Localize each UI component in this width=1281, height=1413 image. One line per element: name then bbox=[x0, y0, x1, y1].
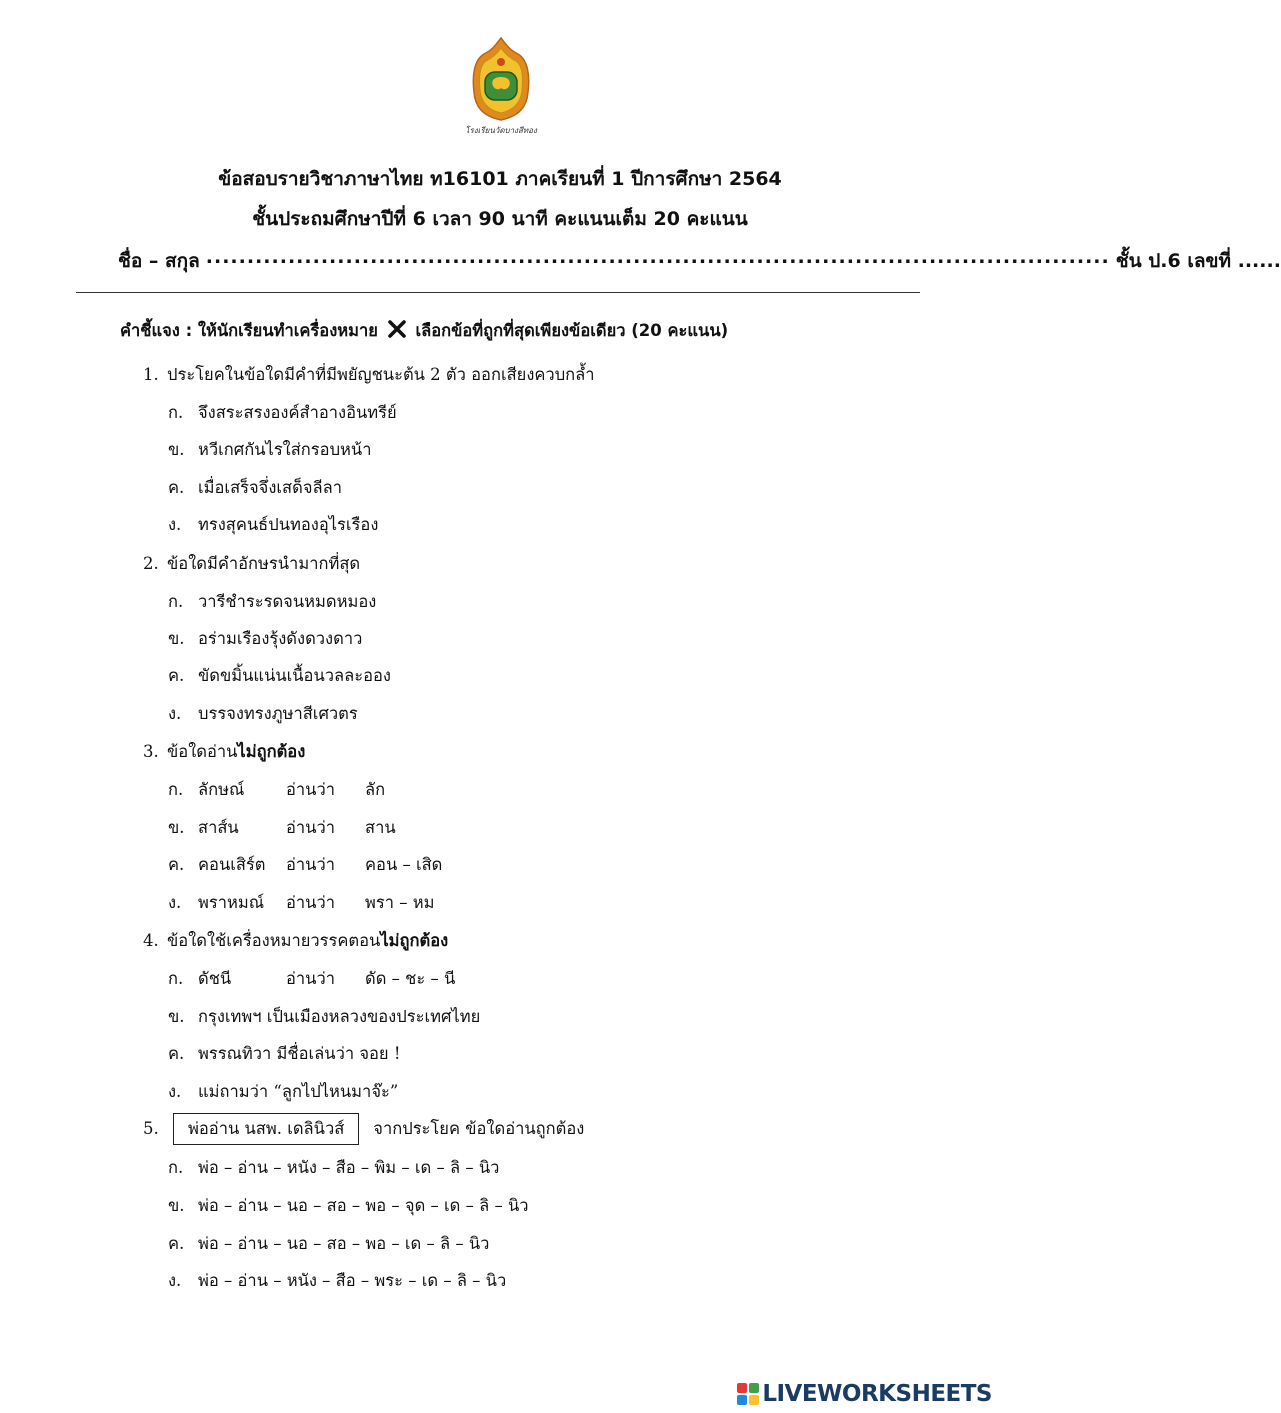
question-4-option-b[interactable] bbox=[168, 1004, 480, 1030]
option-label: ข. bbox=[168, 440, 185, 459]
question-2-option-c[interactable] bbox=[168, 663, 391, 689]
question-3-option-a[interactable] bbox=[168, 777, 385, 803]
option-label: ง. bbox=[168, 515, 182, 534]
question-1-option-c[interactable] bbox=[168, 475, 342, 501]
option-label: ง. bbox=[168, 893, 182, 912]
name-blank[interactable]: .............................................................................................................. bbox=[205, 246, 1110, 268]
question-2-option-a[interactable] bbox=[168, 589, 376, 615]
option-text: พ่อ – อ่าน – หนัง – สือ – พระ – เด – ลิ – นิว bbox=[198, 1271, 507, 1290]
option-word: ลักษณ์ bbox=[198, 780, 245, 799]
question-5-option-c[interactable] bbox=[168, 1231, 489, 1257]
option-word: พราหมณ์ bbox=[198, 893, 265, 912]
option-label: ข. bbox=[168, 1196, 185, 1215]
question-4 bbox=[143, 928, 448, 954]
question-text: ประโยคในข้อใดมีคำที่มีพยัญชนะต้น 2 ตัว ออกเสียงควบกล้ำ bbox=[167, 365, 595, 384]
option-pronunciation: ดัด – ชะ – นี bbox=[365, 969, 456, 988]
option-label: ข. bbox=[168, 818, 185, 837]
option-label: ง. bbox=[168, 704, 182, 723]
question-emphasis: ไม่ถูกต้อง bbox=[380, 931, 449, 950]
option-label: ค. bbox=[168, 666, 185, 685]
class-number-label: ชั้น ป.6 เลขที่ ...... bbox=[1115, 250, 1281, 272]
question-4-option-a[interactable] bbox=[168, 966, 455, 992]
option-pronunciation: ลัก bbox=[365, 780, 386, 799]
instructions-prefix: คำชี้แจง : ให้นักเรียนทำเครื่องหมาย bbox=[120, 321, 378, 340]
option-label: ข. bbox=[168, 1007, 185, 1026]
option-label: ค. bbox=[168, 1234, 185, 1253]
boxed-sentence: พ่ออ่าน นสพ. เดลินิวส์ bbox=[173, 1113, 359, 1145]
question-text: จากประโยค ข้อใดอ่านถูกต้อง bbox=[373, 1119, 585, 1138]
school-emblem-icon bbox=[462, 36, 540, 138]
option-label: ข. bbox=[168, 629, 185, 648]
question-5 bbox=[143, 1113, 584, 1145]
question-text: ข้อใดมีคำอักษรนำมากที่สุด bbox=[167, 554, 361, 573]
question-5-option-d[interactable] bbox=[168, 1268, 506, 1294]
option-text: กรุงเทพฯ เป็นเมืองหลวงของประเทศไทย bbox=[198, 1007, 481, 1026]
question-3-option-b[interactable] bbox=[168, 815, 396, 841]
question-2 bbox=[143, 551, 360, 577]
question-number: 3. bbox=[143, 742, 159, 761]
option-label: ก. bbox=[168, 403, 184, 422]
option-word: คอนเสิร์ต bbox=[198, 855, 266, 874]
option-reads-as: อ่านว่า bbox=[286, 818, 335, 837]
school-emblem bbox=[462, 36, 540, 138]
option-label: ก. bbox=[168, 780, 184, 799]
question-1-option-d[interactable] bbox=[168, 512, 378, 538]
option-text: เมื่อเสร็จจึ่งเสด็จลีลา bbox=[198, 478, 342, 497]
option-text: พ่อ – อ่าน – หนัง – สือ – พิม – เด – ลิ – นิว bbox=[198, 1158, 500, 1177]
option-word: สาส์น bbox=[198, 818, 239, 837]
header-divider bbox=[76, 292, 920, 293]
question-2-option-d[interactable] bbox=[168, 701, 358, 727]
instructions-suffix: เลือกข้อที่ถูกที่สุดเพียงข้อเดียว (20 คะแนน) bbox=[415, 321, 729, 340]
liveworksheets-watermark bbox=[737, 1381, 992, 1407]
option-label: ก. bbox=[168, 592, 184, 611]
option-text: พ่อ – อ่าน – นอ – สอ – พอ – จุด – เด – ลิ – นิว bbox=[198, 1196, 529, 1215]
question-text: ข้อใดอ่าน bbox=[167, 742, 238, 761]
option-reads-as: อ่านว่า bbox=[286, 780, 335, 799]
student-name-line bbox=[118, 246, 1281, 276]
option-label: ค. bbox=[168, 1044, 185, 1063]
option-label: ง. bbox=[168, 1271, 182, 1290]
x-mark-icon bbox=[387, 319, 407, 339]
option-pronunciation: สาน bbox=[365, 818, 396, 837]
question-number: 2. bbox=[143, 554, 159, 573]
question-text: ข้อใดใช้เครื่องหมายวรรคตอน bbox=[167, 931, 381, 950]
watermark-text: LIVEWORKSHEETS bbox=[762, 1381, 992, 1407]
question-number: 1. bbox=[143, 365, 159, 384]
option-text: แม่ถามว่า “ลูกไปไหนมาจ๊ะ” bbox=[198, 1082, 399, 1101]
option-text: ทรงสุคนธ์ปนทองอุไรเรือง bbox=[198, 515, 379, 534]
option-label: ค. bbox=[168, 855, 185, 874]
name-label: ชื่อ – สกุล bbox=[118, 250, 200, 272]
question-1-option-b[interactable] bbox=[168, 437, 371, 463]
question-number: 4. bbox=[143, 931, 159, 950]
option-text: วารีชำระรดจนหมดหมอง bbox=[198, 592, 377, 611]
question-1 bbox=[143, 362, 595, 388]
question-3-option-c[interactable] bbox=[168, 852, 442, 878]
question-4-option-d[interactable] bbox=[168, 1079, 398, 1105]
question-4-option-c[interactable] bbox=[168, 1041, 400, 1067]
liveworksheets-logo-icon bbox=[737, 1383, 759, 1405]
option-text: พ่อ – อ่าน – นอ – สอ – พอ – เด – ลิ – นิว bbox=[198, 1234, 490, 1253]
option-label: ง. bbox=[168, 1082, 182, 1101]
option-pronunciation: พรา – หม bbox=[365, 893, 435, 912]
question-1-option-a[interactable] bbox=[168, 400, 397, 426]
option-text: จึงสระสรงองค์สำอางอินทรีย์ bbox=[198, 403, 397, 422]
question-emphasis: ไม่ถูกต้อง bbox=[237, 742, 306, 761]
option-pronunciation: คอน – เสิด bbox=[365, 855, 443, 874]
option-reads-as: อ่านว่า bbox=[286, 855, 335, 874]
exam-title: ข้อสอบรายวิชาภาษาไทย ท16101 ภาคเรียนที่ 1 ปีการศึกษา 2564 bbox=[218, 168, 782, 190]
exam-subtitle: ชั้นประถมศึกษาปีที่ 6 เวลา 90 นาที คะแนนเต็ม 20 คะแนน bbox=[252, 208, 748, 230]
option-text: พรรณทิวา มีชื่อเล่นว่า จอย ! bbox=[198, 1044, 401, 1063]
option-text: อร่ามเรืองรุ้งดังดวงดาว bbox=[198, 629, 363, 648]
school-logo-caption: โรงเรียนวัดบางสีทอง bbox=[465, 126, 537, 135]
option-text: บรรจงทรงภูษาสีเศวตร bbox=[198, 704, 358, 723]
question-3-option-d[interactable] bbox=[168, 890, 435, 916]
option-label: ก. bbox=[168, 969, 184, 988]
option-text: หวีเกศกันไรใส่กรอบหน้า bbox=[198, 440, 372, 459]
option-reads-as: อ่านว่า bbox=[286, 969, 335, 988]
option-reads-as: อ่านว่า bbox=[286, 893, 335, 912]
question-5-option-b[interactable] bbox=[168, 1193, 529, 1219]
option-text: ขัดขมิ้นแน่นเนื้อนวลละออง bbox=[198, 666, 391, 685]
question-5-option-a[interactable] bbox=[168, 1155, 499, 1181]
instructions bbox=[120, 318, 728, 344]
option-label: ค. bbox=[168, 478, 185, 497]
question-3 bbox=[143, 739, 305, 765]
option-label: ก. bbox=[168, 1158, 184, 1177]
option-word: ดัชนี bbox=[198, 969, 232, 988]
question-number: 5. bbox=[143, 1119, 159, 1138]
question-2-option-b[interactable] bbox=[168, 626, 362, 652]
